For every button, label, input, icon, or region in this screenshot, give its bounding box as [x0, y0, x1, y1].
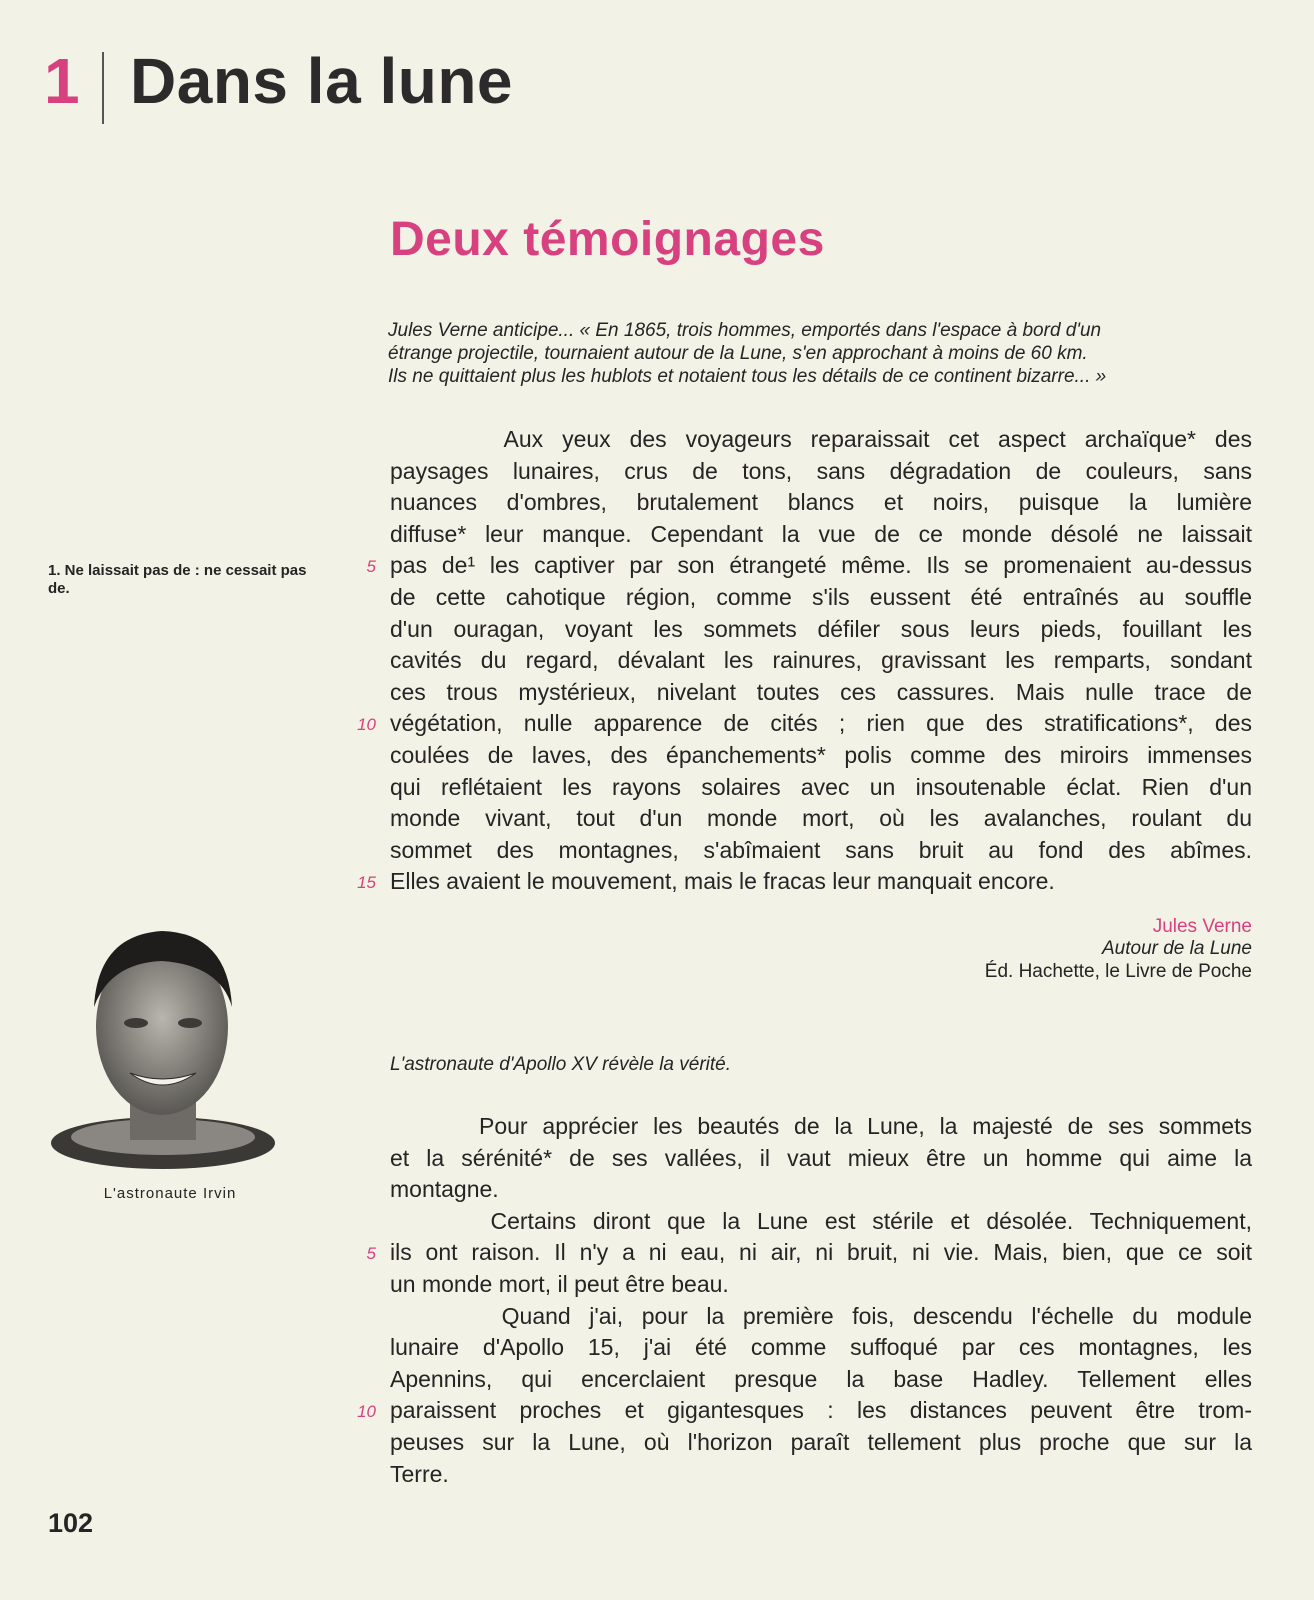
text-line: Certains diront que la Lune est stérile et désolée. Techniquement,	[390, 1207, 1252, 1234]
text-line: Terre.	[390, 1460, 449, 1487]
line-number: 10	[357, 1402, 376, 1422]
line-number: 5	[366, 1244, 376, 1264]
text-line: lunaire d'Apollo 15, j'ai été comme suffoqué par ces montagnes, les	[390, 1334, 1252, 1361]
text-line: peuses sur la Lune, où l'horizon paraît tellement plus proche que sur la	[390, 1429, 1252, 1455]
intro-line: Ils ne quittaient plus les hublots et notaient tous les détails de ce continent bizarre... »	[388, 366, 1107, 387]
text-line: paraissent proches et gigantesques : les distances peuvent être trom-	[390, 1397, 1252, 1424]
line-number: 5	[366, 557, 376, 577]
text-line: de cette cahotique région, comme s'ils eussent été entraînés au souffle	[390, 584, 1252, 610]
credit-work: Autour de la Lune	[1101, 938, 1252, 959]
text-line: Apennins, qui encerclaient presque la base Hadley. Tellement elles	[390, 1365, 1252, 1392]
line-number: 10	[357, 715, 376, 735]
text-line: végétation, nulle apparence de cités ; rien que des stratifications*, des	[390, 710, 1252, 737]
text-line: Aux yeux des voyageurs reparaissait cet aspect archaïque* des	[390, 426, 1252, 452]
irwin-subtitle: L'astronaute d'Apollo XV révèle la vérité.	[390, 1054, 732, 1075]
text-line: sommet des montagnes, s'abîmaient sans bruit au fond des abîmes.	[390, 836, 1252, 863]
page-number: 102	[48, 1508, 94, 1538]
chapter-title: Dans la lune	[130, 45, 513, 117]
text-line: Elles avaient le mouvement, mais le fracas leur manquait encore.	[390, 868, 1055, 895]
astronaut-portrait-photo	[50, 915, 276, 1171]
chapter-number: 1	[44, 45, 80, 117]
text-line: diffuse* leur manque. Cependant la vue de ce monde désolé ne laissait	[390, 520, 1252, 547]
text-line: monde vivant, tout d'un monde mort, où les avalanches, roulant du	[390, 805, 1252, 832]
chapter-divider	[102, 52, 104, 124]
text-line: Quand j'ai, pour la première fois, descendu l'échelle du module	[390, 1302, 1252, 1329]
text-line: pas de¹ les captiver par son étrangeté même. Ils se promenaient au-dessus	[390, 552, 1252, 579]
text-line: un monde mort, il peut être beau.	[390, 1271, 729, 1297]
line-number: 15	[357, 873, 376, 893]
text-line: paysages lunaires, crus de tons, sans dégradation de couleurs, sans	[390, 457, 1252, 484]
footnote: 1. Ne laissait pas de : ne cessait pas de.	[48, 562, 307, 597]
credit-publisher: Éd. Hachette, le Livre de Poche	[984, 961, 1252, 982]
text-line: ils ont raison. Il n'y a ni eau, ni air, ni bruit, ni vie. Mais, bien, que ce soit	[390, 1239, 1252, 1266]
text-line: Pour apprécier les beautés de la Lune, la majesté de ses sommets	[390, 1113, 1252, 1139]
photo-caption: L'astronaute Irvin	[103, 1185, 237, 1202]
text-line: montagne.	[390, 1176, 499, 1203]
credit-author: Jules Verne	[1152, 916, 1252, 937]
section-title: Deux témoignages	[390, 213, 825, 266]
text-line: coulées de laves, des épanchements* polis comme des miroirs immenses	[390, 742, 1252, 768]
text-line: qui reflétaient les rayons solaires avec un insoutenable éclat. Rien d'un	[390, 773, 1252, 800]
text-line: cavités du regard, dévalant les rainures, gravissant les remparts, sondant	[390, 647, 1252, 674]
text-line: nuances d'ombres, brutalement blancs et noirs, puisque la lumière	[390, 489, 1252, 516]
text-line: d'un ouragan, voyant les sommets défiler sous leurs pieds, fouillant les	[390, 615, 1252, 642]
text-line: ces trous mystérieux, nivelant toutes ces cassures. Mais nulle trace de	[390, 678, 1252, 705]
intro-line: Jules Verne anticipe... « En 1865, trois hommes, emportés dans l'espace à bord d'un	[388, 320, 1102, 341]
text-line: et la sérénité* de ses vallées, il vaut mieux être un homme qui aime la	[390, 1144, 1252, 1171]
intro-line: étrange projectile, tournaient autour de la Lune, s'en approchant à moins de 60 km.	[388, 343, 1088, 364]
